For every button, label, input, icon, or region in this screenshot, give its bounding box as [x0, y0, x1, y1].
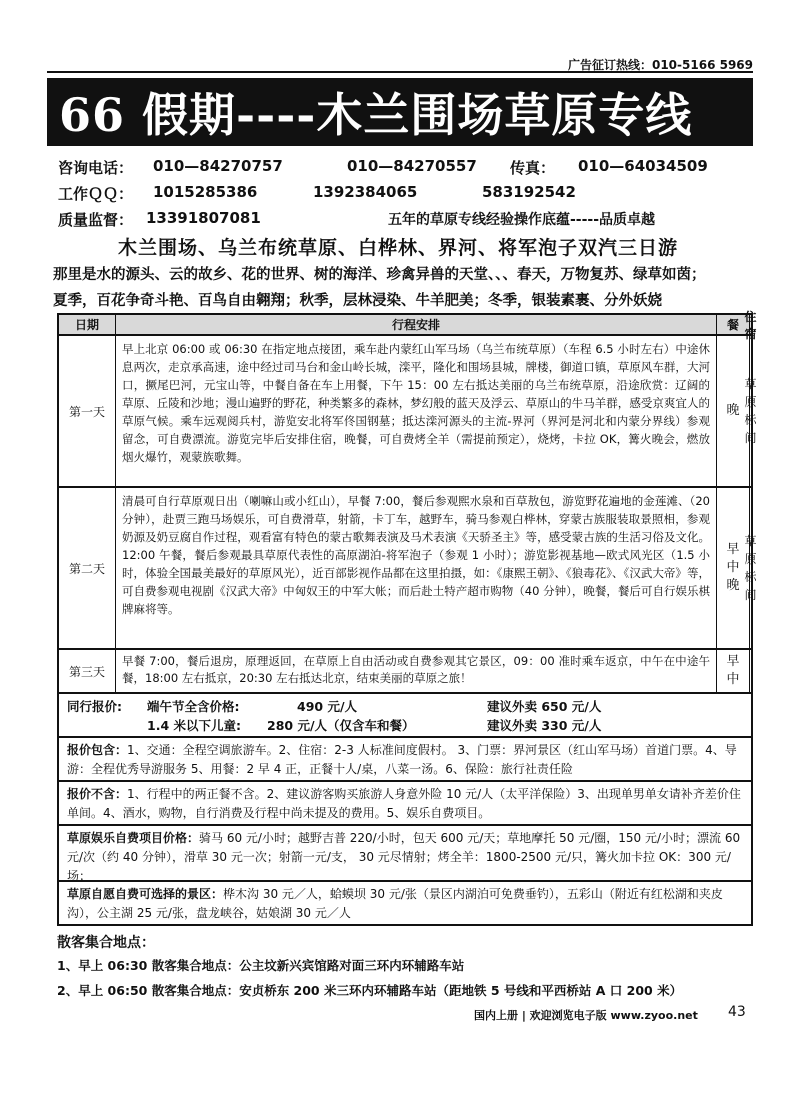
adult-price-label: 端午节全含价格:	[147, 699, 240, 714]
scenic-text: 桦木沟 30 元／人，蛤蟆坝 30 元/张（景区内湖泊可免费垂钓），五彩山（附近有红松湖和夹皮沟），公主湖 25 元/张，盘龙峡谷，姑娘湖 30 元／人	[67, 887, 723, 920]
description-line-1: 那里是水的源头、云的故乡、花的世界、树的海洋、珍禽异兽的天堂、、、春天，万物复苏、绿草如茵；	[53, 267, 706, 283]
header-date: 日期	[59, 315, 116, 334]
footer-text: 国内上册 | 欢迎浏览电子版 www.zyoo.net	[474, 1009, 698, 1022]
itinerary-text: 早餐 7:00，餐后退房，原理返回，在草原上自由活动或自费参观其它景区，09：00 准时乘车返京，中午在中途午餐，18:00 左右抵京，20:30 左右抵达北京，结束美丽的草原之旅！	[116, 650, 717, 692]
consult-tel-1[interactable]: 010—84270757	[153, 157, 283, 175]
quality-row	[58, 209, 656, 230]
stay-cell	[750, 650, 751, 692]
entertainment-text: 骑马 60 元/小时；越野吉普 220/小时，包天 600 元/天；草地摩托 50 元/圈，150 元/小时；漂流 60 元/次（约 40 分钟），滑草 30 元一次；射箭一元/支， 30 元尽情射；烤全羊：1800-2500 元/只，篝火加卡拉 OK：300 元/场；	[67, 831, 741, 883]
table-row	[57, 336, 757, 488]
scenic-label: 草原自愿自费可选择的景区：	[67, 887, 224, 901]
included-box	[57, 738, 753, 782]
qq-1[interactable]: 1015285386	[153, 183, 258, 201]
consult-label: 咨询电话：	[58, 159, 134, 177]
qq-3[interactable]: 583192542	[482, 183, 576, 201]
scenic-box	[57, 882, 753, 926]
included-text: 1、交通：全程空调旅游车。2、住宿：2-3 人标准间度假村。 3、门票：界河景区（红山军马场）首道门票。4、导游：全程优秀导游服务 5、用餐：2 早 4 正，正餐十人/桌，八菜一汤。6、保险：旅行社责任险	[67, 743, 737, 776]
child-price-label: 1.4 米以下儿童:	[147, 718, 241, 733]
excluded-box	[57, 782, 753, 826]
title-banner	[47, 78, 753, 146]
quality-label: 质量监督：	[58, 211, 134, 229]
stay-cell: 草原标间	[744, 377, 757, 445]
gathering-point-1: 1、早上 06:30 散客集合地点：公主坟新兴宾馆路对面三环内环辅路车站	[57, 958, 465, 973]
fax-number: 010—64034509	[578, 157, 708, 175]
entertainment-box	[57, 826, 753, 882]
gathering-title: 散客集合地点：	[57, 935, 155, 951]
header-meal: 餐	[717, 315, 750, 334]
pricing-label: 同行报价:	[67, 699, 122, 714]
meal-cell: 晚	[717, 336, 750, 486]
consult-row	[58, 157, 708, 178]
qq-label: 工作ＱＱ：	[58, 185, 134, 203]
itinerary-table-header	[57, 309, 757, 341]
meal-cell: 早中晚	[717, 488, 750, 648]
table-row	[57, 650, 753, 694]
included-label: 报价包含：	[67, 743, 128, 757]
stay-cell: 草原标间	[744, 534, 757, 602]
day-label: 第一天	[59, 336, 116, 486]
page-title: 66 假期----木兰围场草原专线	[59, 88, 693, 142]
meal-cell: 早中	[717, 650, 750, 692]
route-title: 木兰围场、乌兰布统草原、白桦林、界河、将军泡子双汽三日游	[118, 237, 679, 259]
entertainment-label: 草原娱乐自费项目价格：	[67, 831, 200, 845]
excluded-label: 报价不含：	[67, 787, 128, 801]
adult-suggest-price: 建议外卖 650 元/人	[487, 699, 602, 714]
gathering-point-2: 2、早上 06:50 散客集合地点：安贞桥东 200 米三环内环辅路车站（距地铁 5 号线和平西桥站 A 口 200 米）	[57, 983, 683, 998]
quality-phone[interactable]: 13391807081	[146, 209, 261, 227]
day-label: 第三天	[59, 650, 116, 692]
header-itinerary: 行程安排	[116, 315, 717, 334]
top-rule	[47, 71, 753, 73]
day-label: 第二天	[59, 488, 116, 648]
ad-hotline: 广告征订热线：010-5166 5969	[567, 58, 753, 72]
description-line-2: 夏季，百花争奇斗艳、百鸟自由翱翔；秋季，层林浸染、牛羊肥美；冬季，银装素裹、分外妖娆	[53, 293, 662, 309]
child-price: 280 元/人（仅含车和餐）	[267, 718, 415, 733]
excluded-text: 1、行程中的两正餐不含。2、建议游客购买旅游人身意外险 10 元/人（太平洋保险）3、出现单男单女请补齐差价住单间。4、酒水，购物，自行消费及行程中尚未提及的费用。5、娱乐自费项目。	[67, 787, 741, 820]
header-stay: 住宿	[744, 309, 757, 341]
consult-tel-2[interactable]: 010—84270557	[347, 157, 477, 175]
qq-2[interactable]: 1392384065	[313, 183, 418, 201]
page-number: 43	[728, 1004, 746, 1020]
itinerary-text: 清晨可自行草原观日出（喇嘛山或小红山），早餐 7:00，餐后参观熙水泉和百草敖包，游览野花遍地的金莲滩、（20 分钟），赴贾三跑马场娱乐，可自费滑草，射箭，卡丁车，越野车，骑马参观白桦林，穿蒙古族服装取景照相，参观奶源及奶豆腐自作过程，观看富有特色的蒙古歌舞表演及马术表演《天骄圣主》等，感受蒙古族的生活习俗及文化。12:00 午餐，餐后参观最具草原代表性的高原湖泊-将军泡子（参观 1 小时）；游览影视基地—欧式风光区（1.5 小时，体验全国最美最好的草原风光），近百部影视作品都在这里拍摄，如：《康熙王朝》、《狼毒花》、《汉武大帝》等，可自费参观电视剧《汉武大帝》中匈奴王的中军大帐；而后赴土特产超市购物（40 分钟），晚餐，餐后可自行娱乐棋牌麻将等。	[116, 488, 717, 648]
itinerary-text: 早上北京 06:00 或 06:30 在指定地点接团，乘车赴内蒙红山军马场（乌兰布统草原）（车程 6.5 小时左右）中途休息两次，走京承高速，途中经过司马台和金山岭长城，滦平，隆化和围场县城，牌楼，御道口镇，草原风车群，大河口，撅尾巴河，元宝山等，中餐自备在车上用餐，下午 15：00 左右抵达美丽的乌兰布统草原，沿途欣赏：辽阔的草原、丘陵和沙地；漫山遍野的野花，种类繁多的森林，梦幻般的蓝天及浮云、草原山的牛马羊群，感受京爽宜人的草原气候。乘车远观阅兵村，游览安北将军佟国钢墓；抵达滦河源头的主流-界河（界河是河北和内蒙分界线）参观留念，可自费漂流。游览完毕后安排住宿，晚餐，可自费烤全羊（需提前预定），烧烤，卡拉 OK，篝火晚会，燃放烟火爆竹，观蒙族歌舞。	[116, 336, 717, 486]
table-row	[57, 488, 757, 650]
qq-row	[58, 183, 576, 204]
fax-label: 传真：	[510, 159, 556, 177]
slogan: 五年的草原专线经验操作底蕴-----品质卓越	[388, 212, 656, 228]
child-suggest-price: 建议外卖 330 元/人	[487, 718, 602, 733]
adult-price: 490 元/人	[297, 699, 358, 714]
pricing-box	[57, 694, 753, 738]
